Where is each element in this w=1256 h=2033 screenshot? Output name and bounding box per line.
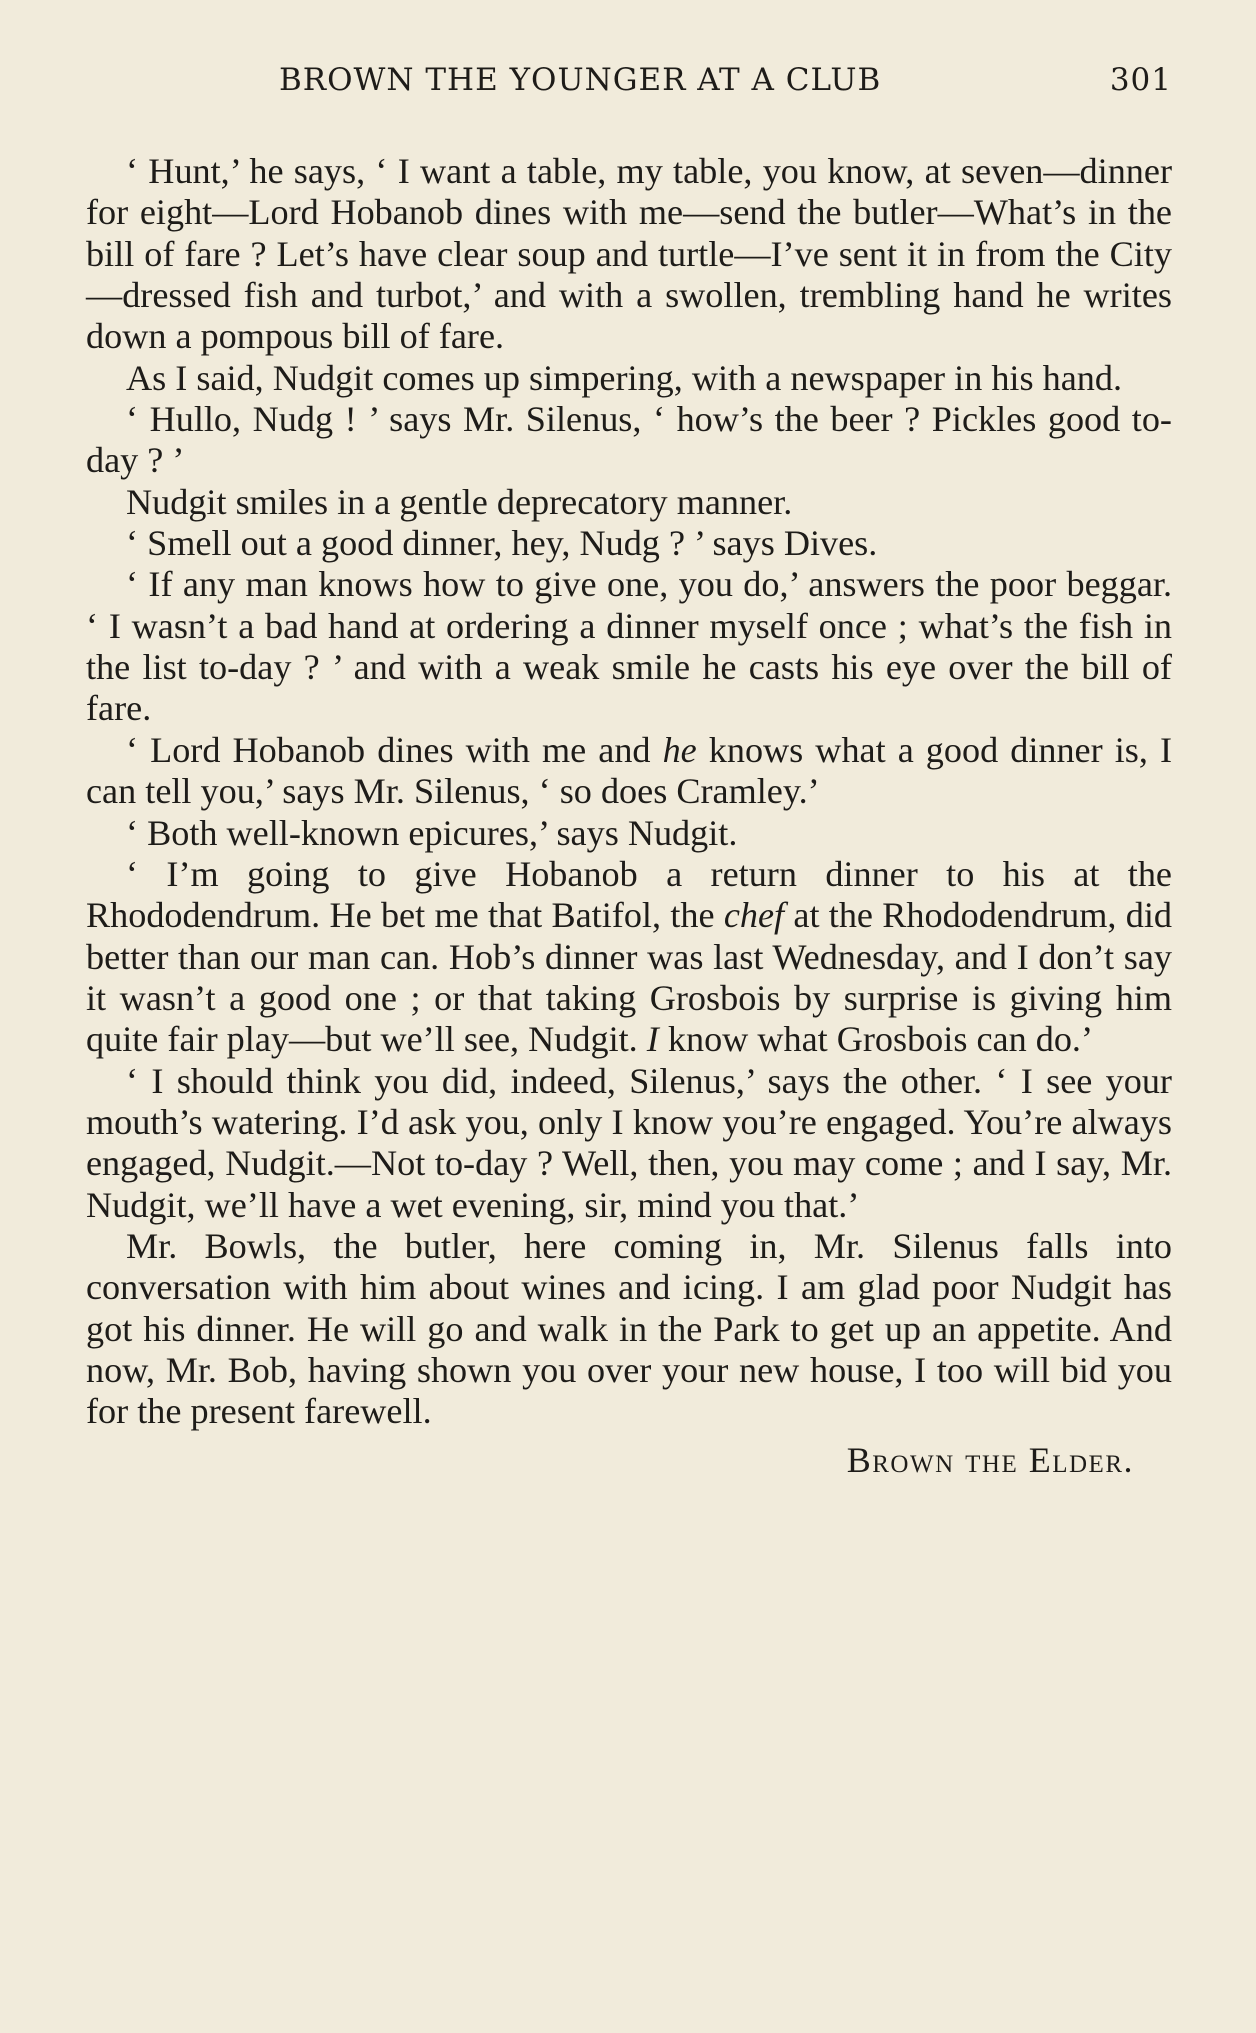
paragraph <box>86 730 1172 813</box>
paragraph-text: knows what a good dinner is, I can tell you,’ says Mr. Silenus, ‘ so does Cramley.’ <box>86 729 1172 812</box>
paragraph: Mr. Bowls, the butler, here coming in, Mr. Silenus falls into conversation with him about wines and icing. I am glad poor Nudgit has got his dinner. He will go and walk in the Park to get up an appetite. And now, Mr. Bob, having shown you over your new house, I too will bid you for the present farewell. <box>86 1225 1172 1432</box>
paragraph: As I said, Nudgit comes up simpering, with a newspaper in his hand. <box>126 357 1123 398</box>
running-title: BROWN THE YOUNGER AT A CLUB <box>279 62 882 98</box>
emphasis: he <box>662 729 697 770</box>
paragraph <box>86 854 1172 1061</box>
page-number: 301 <box>1109 62 1172 98</box>
paragraph: ‘ Hunt,’ he says, ‘ I want a table, my table, you know, at seven—dinner for eight—Lord Hobanob dines with me—send the butler—What’s in the bill of fare ? Let’s have clear soup and turtle—I’ve sent it in from the City—dressed fish and turbot,’ and with a swollen, trembling hand he writes down a pompous bill of fare. <box>86 151 1172 357</box>
paragraph: ‘ Smell out a good dinner, hey, Nudg ? ’ says Dives. <box>126 523 878 564</box>
emphasis: I <box>646 1019 659 1060</box>
body-text <box>86 151 1172 1433</box>
paragraph: ‘ Hullo, Nudg ! ’ says Mr. Silenus, ‘ how’s the beer ? Pickles good to-day ? ’ <box>86 399 1172 481</box>
paragraph-text: ‘ Lord Hobanob dines with me and <box>126 729 663 770</box>
paragraph: ‘ If any man knows how to give one, you do,’ answers the poor beggar. ‘ I wasn’t a bad hand at ordering a dinner myself once ; what’s the fish in the list to-day ? ’ and with a weak smile he casts his eye over the bill of fare. <box>86 564 1172 729</box>
signature: Brown the Elder. <box>846 1439 1134 1480</box>
book-page <box>86 62 1172 1481</box>
paragraph: Nudgit smiles in a gentle deprecatory manner. <box>126 481 793 522</box>
paragraph: ‘ I should think you did, indeed, Silenus,’ says the other. ‘ I see your mouth’s watering. I’d ask you, only I know you’re engaged. You’re always engaged, Nudgit.—Not to-day ? Well, then, you may come ; and I say, Mr. Nudgit, we’ll have a wet evening, sir, mind you that.’ <box>86 1060 1172 1225</box>
paragraph: ‘ Both well-known epicures,’ says Nudgit. <box>126 812 738 853</box>
paragraph-text: know what Grosbois can do.’ <box>658 1019 1094 1060</box>
emphasis: chef <box>723 895 785 936</box>
running-head <box>86 62 1172 112</box>
paragraph-text: at the Rhododendrum, did better than our man can. Hob’s dinner was last Wednesday, and I don’t say it wasn’t a good one ; or that taking Grosbois by surprise is giving him quite fair play—but we’ll see, Nudgit. <box>86 895 1172 1060</box>
paragraph-text: ‘ I’m going to give Hobanob a return dinner to his at the Rhododendrum. He bet me that Batifol, the <box>86 853 1172 936</box>
